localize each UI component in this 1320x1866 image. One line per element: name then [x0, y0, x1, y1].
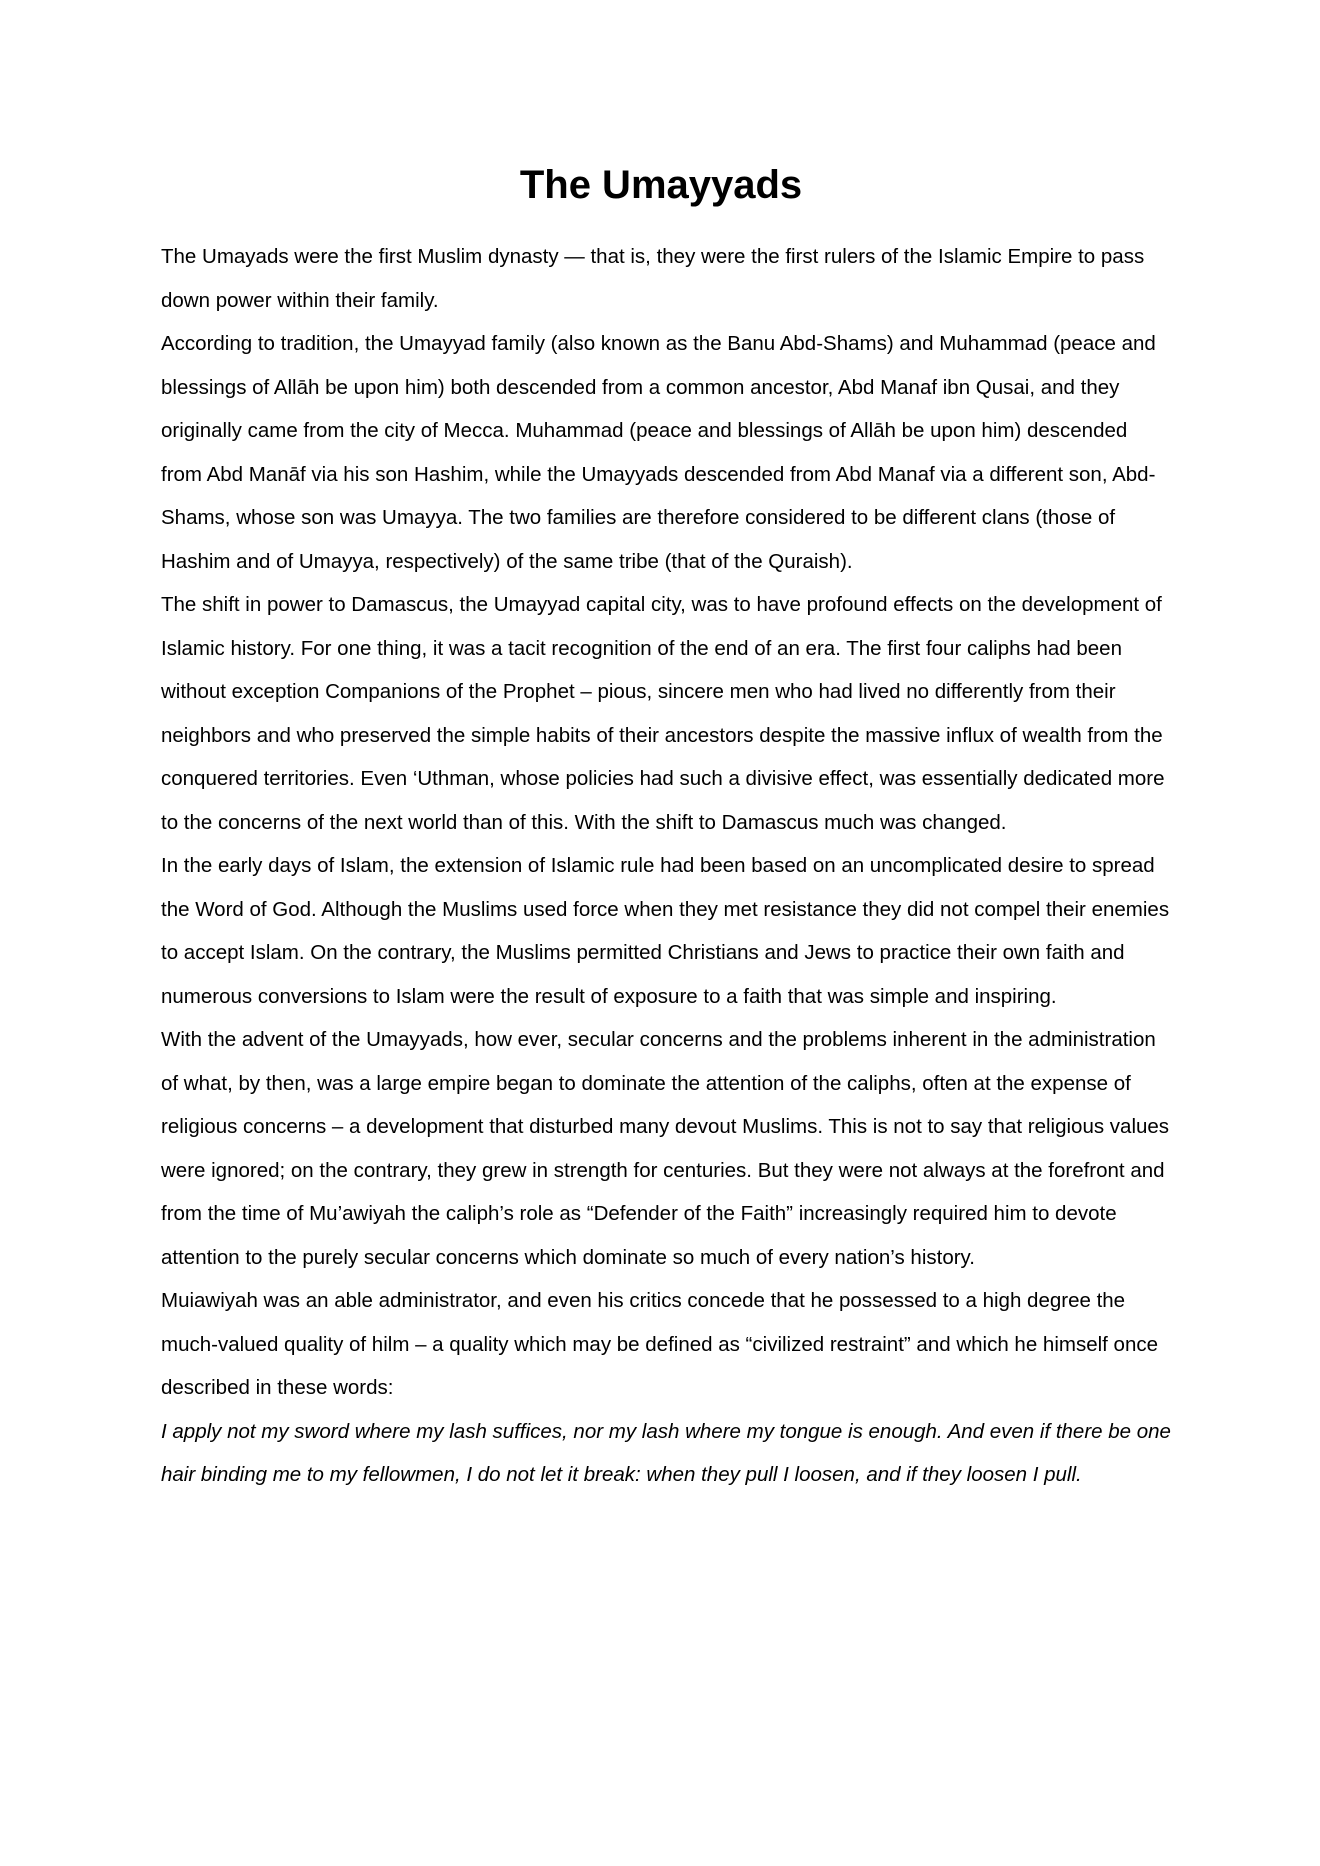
paragraph-early-islam: In the early days of Islam, the extension of Islamic rule had been based on an uncomplicated desire to spread the Word of God. Although the Muslims used force when they met resistance they did not compel their enemies to accept Islam. On the contrary, the Muslims permitted Christians and Jews to practice their own faith and numerous conversions to Islam were the result of exposure to a faith that was simple and inspiring.	[161, 854, 1170, 1008]
document-body	[161, 235, 1171, 1497]
block-quote: I apply not my sword where my lash suffices, nor my lash where my tongue is enough. And even if there be one hair binding me to my fellowmen, I do not let it break: when they pull I loosen, and if they loosen I pull.	[161, 1419, 1171, 1486]
paragraph-muawiyah: Muiawiyah was an able administrator, and even his critics concede that he possessed to a high degree the much-valued quality of hilm – a quality which may be defined as “civilized restraint” and which he himself once described in these words:	[161, 1289, 1159, 1399]
paragraph-damascus-shift: The shift in power to Damascus, the Umayyad capital city, was to have profound effects on the development of Islamic history. For one thing, it was a tacit recognition of the end of an era. The first four caliphs had been without exception Companions of the Prophet – pious, sincere men who had lived no differently from their neighbors and who preserved the simple habits of their ancestors despite the massive influx of wealth from the conquered territories. Even ‘Uthman, whose policies had such a divisive effect, was essentially dedicated more to the concerns of the next world than of this. With the shift to Damascus much was changed.	[161, 593, 1165, 834]
document-page	[161, 0, 1171, 1497]
page-title: The Umayyads	[519, 163, 803, 207]
paragraph-intro: The Umayads were the first Muslim dynasty — that is, they were the first rulers of the Islamic Empire to pass down power within their family.	[161, 245, 1145, 312]
paragraph-lineage: According to tradition, the Umayyad family (also known as the Banu Abd-Shams) and Muhammad (peace and blessings of Allāh be upon him) both descended from a common ancestor, Abd Manaf ibn Qusai, and they originally came from the city of Mecca. Muhammad (peace and blessings of Allāh be upon him) descended from Abd Manāf via his son Hashim, while the Umayyads descended from Abd Manaf via a different son, Abd-Shams, whose son was Umayya. The two families are therefore considered to be different clans (those of Hashim and of Umayya, respectively) of the same tribe (that of the Quraish).	[161, 332, 1156, 573]
paragraph-secular-concerns: With the advent of the Umayyads, how ever, secular concerns and the problems inherent in the administration of what, by then, was a large empire began to dominate the attention of the caliphs, often at the expense of religious concerns – a development that disturbed many devout Muslims. This is not to say that religious values were ignored; on the contrary, they grew in strength for centuries. But they were not always at the forefront and from the time of Mu’awiyah the caliph’s role as “Defender of the Faith” increasingly required him to devote attention to the purely secular concerns which dominate so much of every nation’s history.	[161, 1028, 1170, 1269]
